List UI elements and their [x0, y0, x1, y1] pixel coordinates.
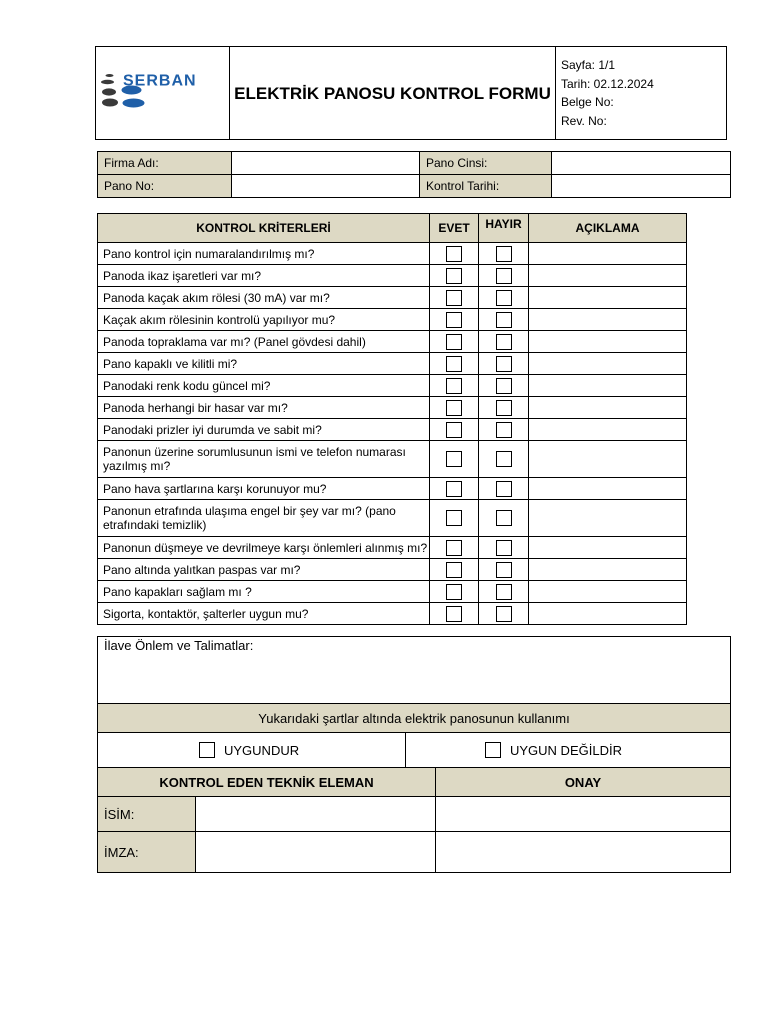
- imza-label: İMZA:: [98, 832, 196, 873]
- checklist-row: [98, 375, 687, 397]
- hayir-cell: [479, 603, 529, 625]
- hayir-header-text: HAYIR: [485, 217, 522, 231]
- checklist-row: [98, 331, 687, 353]
- evet-checkbox[interactable]: [446, 246, 462, 262]
- hayir-cell: [479, 478, 529, 500]
- hayir-checkbox[interactable]: [496, 606, 512, 622]
- criteria-text: Panoda ikaz işaretleri var mı?: [98, 265, 430, 287]
- checklist-table: [97, 213, 687, 625]
- revision-number: Rev. No:: [561, 113, 607, 128]
- onay-imza-field[interactable]: [436, 832, 731, 873]
- pano-no-label: Pano No:: [98, 175, 232, 198]
- checklist-row: [98, 265, 687, 287]
- criteria-text: Panodaki prizler iyi durumda ve sabit mi?: [98, 419, 430, 441]
- evet-header: EVET: [430, 214, 479, 243]
- hayir-cell: [479, 419, 529, 441]
- hayir-cell: [479, 441, 529, 478]
- evet-cell: [430, 353, 479, 375]
- aciklama-field[interactable]: [529, 537, 687, 559]
- checklist-row: [98, 581, 687, 603]
- pano-cinsi-field[interactable]: [552, 152, 731, 175]
- criteria-header: KONTROL KRİTERLERİ: [98, 214, 430, 243]
- criteria-text: Pano altında yalıtkan paspas var mı?: [98, 559, 430, 581]
- onay-isim-field[interactable]: [436, 797, 731, 832]
- info-table: [97, 151, 731, 198]
- evet-checkbox[interactable]: [446, 481, 462, 497]
- evet-checkbox[interactable]: [446, 356, 462, 372]
- isim-field[interactable]: [196, 797, 436, 832]
- evet-cell: [430, 397, 479, 419]
- checklist-row: [98, 309, 687, 331]
- serban-logo: [96, 47, 230, 134]
- option-uygun-degil[interactable]: [406, 733, 731, 768]
- checklist-row: [98, 441, 687, 478]
- aciklama-field[interactable]: [529, 478, 687, 500]
- hayir-checkbox[interactable]: [496, 246, 512, 262]
- hayir-checkbox[interactable]: [496, 312, 512, 328]
- aciklama-field[interactable]: [529, 581, 687, 603]
- evet-cell: [430, 559, 479, 581]
- hayir-checkbox[interactable]: [496, 584, 512, 600]
- criteria-text: Sigorta, kontaktör, şalterler uygun mu?: [98, 603, 430, 625]
- evet-cell: [430, 603, 479, 625]
- aciklama-header: AÇIKLAMA: [529, 214, 687, 243]
- hayir-cell: [479, 559, 529, 581]
- pano-no-field[interactable]: [232, 175, 420, 198]
- checklist-row: [98, 353, 687, 375]
- evet-checkbox[interactable]: [446, 584, 462, 600]
- evet-checkbox[interactable]: [446, 334, 462, 350]
- imza-field[interactable]: [196, 832, 436, 873]
- hayir-checkbox[interactable]: [496, 562, 512, 578]
- criteria-text: Panonun üzerine sorumlusunun ismi ve telefon numarası yazılmış mı?: [98, 441, 430, 478]
- isim-label: İSİM:: [98, 797, 196, 832]
- criteria-text: Panoda topraklama var mı? (Panel gövdesi dahil): [98, 331, 430, 353]
- hayir-cell: [479, 331, 529, 353]
- logo-cell: [96, 47, 230, 140]
- hayir-checkbox[interactable]: [496, 481, 512, 497]
- evet-cell: [430, 265, 479, 287]
- aciklama-field[interactable]: [529, 603, 687, 625]
- hayir-cell: [479, 397, 529, 419]
- document-number: Belge No:: [561, 95, 614, 109]
- hayir-checkbox[interactable]: [496, 378, 512, 394]
- checklist-row: [98, 603, 687, 625]
- evet-cell: [430, 581, 479, 603]
- onay-header: ONAY: [436, 768, 731, 797]
- criteria-text: Pano kapakları sağlam mı ?: [98, 581, 430, 603]
- evet-checkbox[interactable]: [446, 510, 462, 526]
- evet-checkbox[interactable]: [446, 451, 462, 467]
- checklist-row: [98, 397, 687, 419]
- aciklama-field[interactable]: [529, 243, 687, 265]
- kontrol-eden-header: KONTROL EDEN TEKNİK ELEMAN: [98, 768, 436, 797]
- checklist-row: [98, 287, 687, 309]
- evet-cell: [430, 419, 479, 441]
- aciklama-field[interactable]: [529, 397, 687, 419]
- criteria-text: Pano kontrol için numaralandırılmış mı?: [98, 243, 430, 265]
- aciklama-field[interactable]: [529, 500, 687, 537]
- document-meta: [556, 47, 727, 140]
- notes-area[interactable]: [98, 637, 731, 704]
- hayir-cell: [479, 537, 529, 559]
- checklist-row: [98, 243, 687, 265]
- aciklama-field[interactable]: [529, 375, 687, 397]
- evet-cell: [430, 309, 479, 331]
- evet-checkbox[interactable]: [446, 400, 462, 416]
- evet-checkbox[interactable]: [446, 268, 462, 284]
- hayir-checkbox[interactable]: [496, 356, 512, 372]
- hayir-cell: [479, 287, 529, 309]
- criteria-text: Kaçak akım rölesinin kontrolü yapılıyor mu?: [98, 309, 430, 331]
- uygun-checkbox[interactable]: [199, 742, 215, 758]
- page-number: Sayfa: 1/1: [561, 58, 616, 72]
- evet-checkbox[interactable]: [446, 290, 462, 306]
- uygun-degil-label: UYGUN DEĞİLDİR: [510, 743, 622, 758]
- aciklama-field[interactable]: [529, 287, 687, 309]
- uygun-label: UYGUNDUR: [224, 743, 300, 758]
- criteria-text: Pano hava şartlarına karşı korunuyor mu?: [98, 478, 430, 500]
- aciklama-field[interactable]: [529, 559, 687, 581]
- hayir-checkbox[interactable]: [496, 334, 512, 350]
- criteria-text: Panonun etrafında ulaşıma engel bir şey var mı? (pano etrafındaki temizlik): [98, 500, 430, 537]
- evet-checkbox[interactable]: [446, 422, 462, 438]
- evet-cell: [430, 537, 479, 559]
- checklist-row: [98, 419, 687, 441]
- aciklama-field[interactable]: [529, 353, 687, 375]
- logo-wordmark: SERBAN: [123, 72, 197, 90]
- firma-field[interactable]: [232, 152, 420, 175]
- checklist-row: [98, 559, 687, 581]
- aciklama-field[interactable]: [529, 309, 687, 331]
- criteria-text: Panoda kaçak akım rölesi (30 mA) var mı?: [98, 287, 430, 309]
- hayir-cell: [479, 265, 529, 287]
- evet-cell: [430, 243, 479, 265]
- evet-cell: [430, 331, 479, 353]
- footer-table: [97, 636, 731, 873]
- hayir-checkbox[interactable]: [496, 451, 512, 467]
- aciklama-field[interactable]: [529, 331, 687, 353]
- evet-checkbox[interactable]: [446, 540, 462, 556]
- hayir-cell: [479, 375, 529, 397]
- aciklama-field[interactable]: [529, 419, 687, 441]
- evet-cell: [430, 441, 479, 478]
- pano-cinsi-label: Pano Cinsi:: [420, 152, 552, 175]
- hayir-checkbox[interactable]: [496, 422, 512, 438]
- criteria-text: Pano kapaklı ve kilitli mi?: [98, 353, 430, 375]
- form-title: ELEKTRİK PANOSU KONTROL FORMU: [230, 47, 556, 140]
- evet-checkbox[interactable]: [446, 312, 462, 328]
- evet-checkbox[interactable]: [446, 378, 462, 394]
- checklist-body: [98, 243, 687, 625]
- aciklama-field[interactable]: [529, 265, 687, 287]
- uygun-degil-checkbox[interactable]: [485, 742, 501, 758]
- criteria-text: Panonun düşmeye ve devrilmeye karşı önlemleri alınmış mı?: [98, 537, 430, 559]
- evet-checkbox[interactable]: [446, 562, 462, 578]
- evet-checkbox[interactable]: [446, 606, 462, 622]
- hayir-cell: [479, 243, 529, 265]
- evet-cell: [430, 375, 479, 397]
- notes-label: İlave Önlem ve Talimatlar:: [104, 638, 254, 653]
- hayir-cell: [479, 500, 529, 537]
- criteria-text: Panodaki renk kodu güncel mi?: [98, 375, 430, 397]
- evet-cell: [430, 500, 479, 537]
- hayir-cell: [479, 309, 529, 331]
- checklist-row: [98, 537, 687, 559]
- checklist-row: [98, 478, 687, 500]
- hayir-checkbox[interactable]: [496, 540, 512, 556]
- hayir-header: [479, 214, 529, 243]
- hayir-checkbox[interactable]: [496, 510, 512, 526]
- hayir-cell: [479, 581, 529, 603]
- aciklama-field[interactable]: [529, 441, 687, 478]
- kontrol-tarihi-field[interactable]: [552, 175, 731, 198]
- document-date: Tarih: 02.12.2024: [561, 76, 654, 91]
- hayir-checkbox[interactable]: [496, 400, 512, 416]
- firma-label: Firma Adı:: [98, 152, 232, 175]
- evet-cell: [430, 478, 479, 500]
- hayir-cell: [479, 353, 529, 375]
- condition-text: Yukarıdaki şartlar altında elektrik panosunun kullanımı: [98, 704, 731, 733]
- form-header: [95, 46, 727, 140]
- checklist-row: [98, 500, 687, 537]
- option-uygun[interactable]: [98, 733, 406, 768]
- hayir-checkbox[interactable]: [496, 268, 512, 284]
- hayir-checkbox[interactable]: [496, 290, 512, 306]
- kontrol-tarihi-label: Kontrol Tarihi:: [420, 175, 552, 198]
- criteria-text: Panoda herhangi bir hasar var mı?: [98, 397, 430, 419]
- evet-cell: [430, 287, 479, 309]
